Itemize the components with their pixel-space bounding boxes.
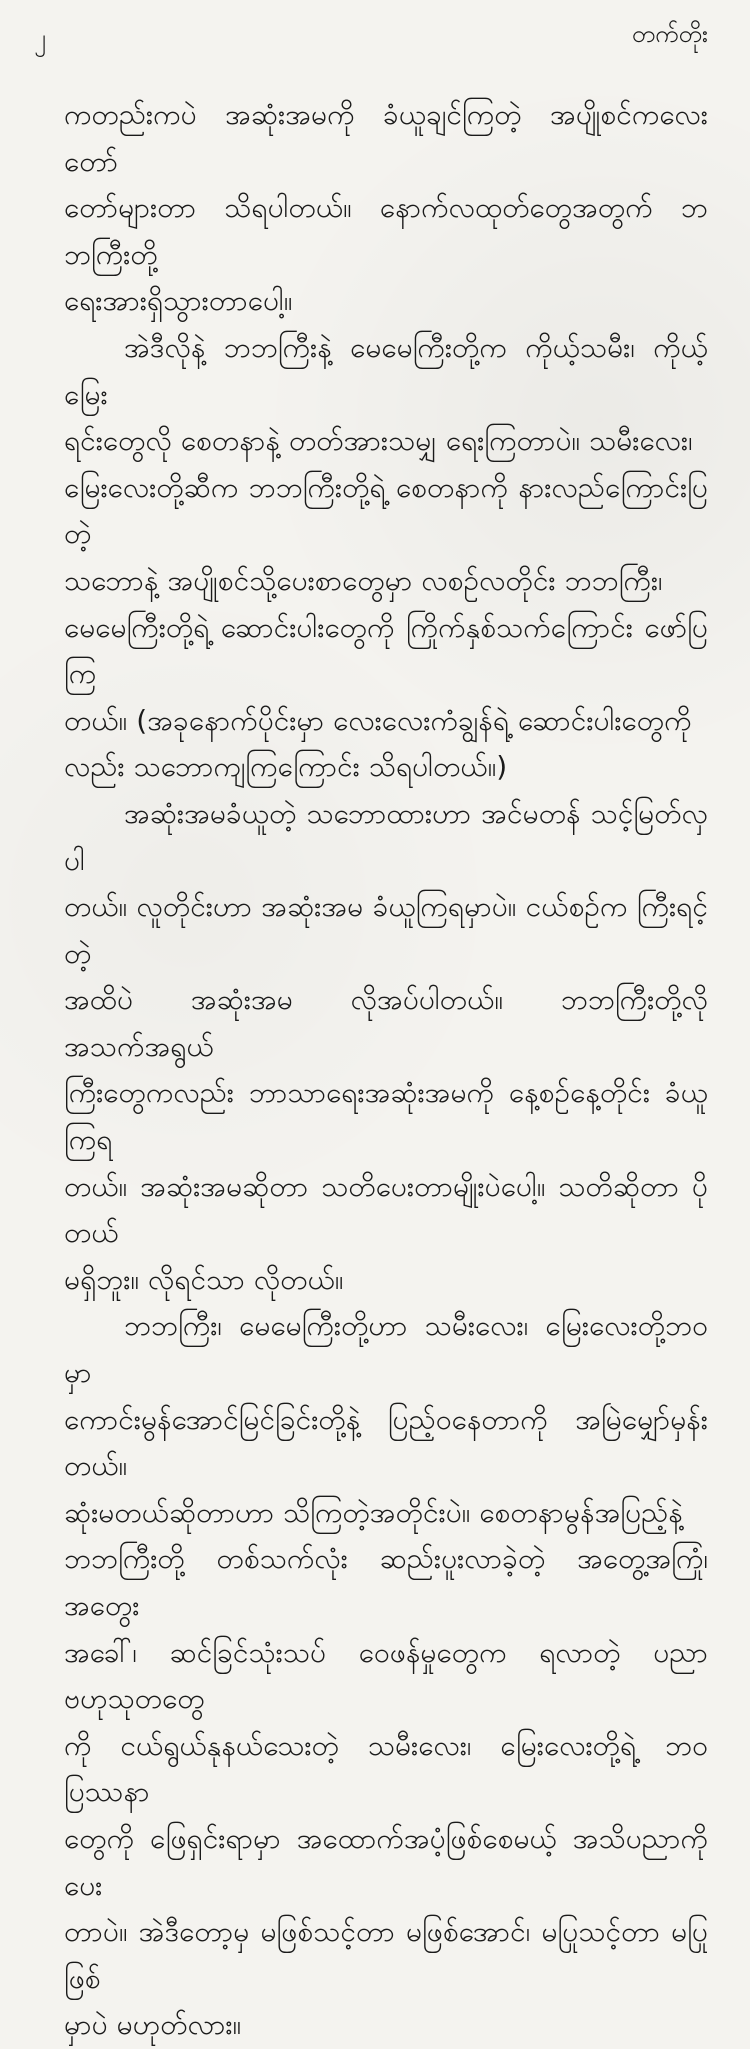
body-text <box>64 92 708 2049</box>
paragraph-3: အဆုံးအမခံယူတဲ့ သဘောထားဟာ အင်မတန် သင့်မြတ်လှပါ တယ်။ လူတိုင်းဟာ အဆုံးအမ ခံယူကြရမှာပဲ။ ငယ်စဉ်က ကြီးရင့်တဲ့ အထိပဲ အဆုံးအမ လိုအပ်ပါတယ်။ ဘဘကြီးတို့လို အသက်အရွယ် ကြီးတွေကလည်း ဘာသာရေးအဆုံးအမကို နေ့စဉ်နေ့တိုင်း ခံယူကြရ တယ်။ အဆုံးအမဆိုတာ သတိပေးတာမျိုးပဲပေါ့။ သတိဆိုတာ ပိုတယ် မရှိဘူး။ လိုရင်သာ လိုတယ်။ <box>64 796 708 1296</box>
running-head: တက်တိုး <box>631 20 708 48</box>
page-number: ၂ <box>34 24 46 52</box>
paragraph-2: အဲဒီလိုနဲ့ ဘဘကြီးနဲ့ မေမေကြီးတို့က ကိုယ့်သမီး၊ ကိုယ့်မြေး ရင်းတွေလို စေတနာနဲ့ တတ်အားသမျှ ရေးကြတာပဲ။ သမီးလေး၊ မြေးလေးတို့ဆီက ဘဘကြီးတို့ရဲ့ စေတနာကို နားလည်ကြောင်းပြတဲ့ သဘောနဲ့ အပျိုစင်သို့ပေးစာတွေမှာ လစဉ်လတိုင်း ဘဘကြီး၊ မေမေကြီးတို့ရဲ့ ဆောင်းပါးတွေကို ကြိုက်နှစ်သက်ကြောင်း ဖော်ပြကြ တယ်။ (အခုနောက်ပိုင်းမှာ လေးလေးကံချွန်ရဲ့ ဆောင်းပါးတွေကို လည်း သဘောကျကြကြောင်း သိရပါတယ်။) <box>64 330 708 784</box>
paragraph-4: ဘဘကြီး၊ မေမေကြီးတို့ဟာ သမီးလေး၊ မြေးလေးတို့ဘဝမှာ ကောင်းမွန်အောင်မြင်ခြင်းတို့နဲ့ ပြည့်ဝနေတာကို အမြဲမျှော်မှန်းတယ်။ ဆုံးမတယ်ဆိုတာဟာ သိကြတဲ့အတိုင်းပဲ။ စေတနာမွန်အပြည့်နဲ့ ဘဘကြီးတို့ တစ်သက်လုံး ဆည်းပူးလာခဲ့တဲ့ အတွေ့အကြုံ၊ အတွေး အခေါ်၊ ဆင်ခြင်သုံးသပ် ဝေဖန်မှုတွေက ရလာတဲ့ ပညာဗဟုသုတတွေ ကို ငယ်ရွယ်နုနယ်သေးတဲ့ သမီးလေး၊ မြေးလေးတို့ရဲ့ ဘဝပြဿနာ တွေကို ဖြေရှင်းရာမှာ အထောက်အပံ့ဖြစ်စေမယ့် အသိပညာကို ပေး တာပဲ။ အဲဒီတော့မှ မဖြစ်သင့်တာ မဖြစ်အောင်၊ မပြုသင့်တာ မပြုဖြစ် မှာပဲ မဟုတ်လား။ <box>64 1309 708 2042</box>
page-header <box>34 18 708 72</box>
paragraph-1: ကတည်းကပဲ အဆုံးအမကို ခံယူချင်ကြတဲ့ အပျိုစင်ကလေး တော် တော်များတာ သိရပါတယ်။ နောက်လထုတ်တွေအတွက် ဘဘကြီးတို့ ရေးအားရှိသွားတာပေါ့။ <box>64 98 708 318</box>
